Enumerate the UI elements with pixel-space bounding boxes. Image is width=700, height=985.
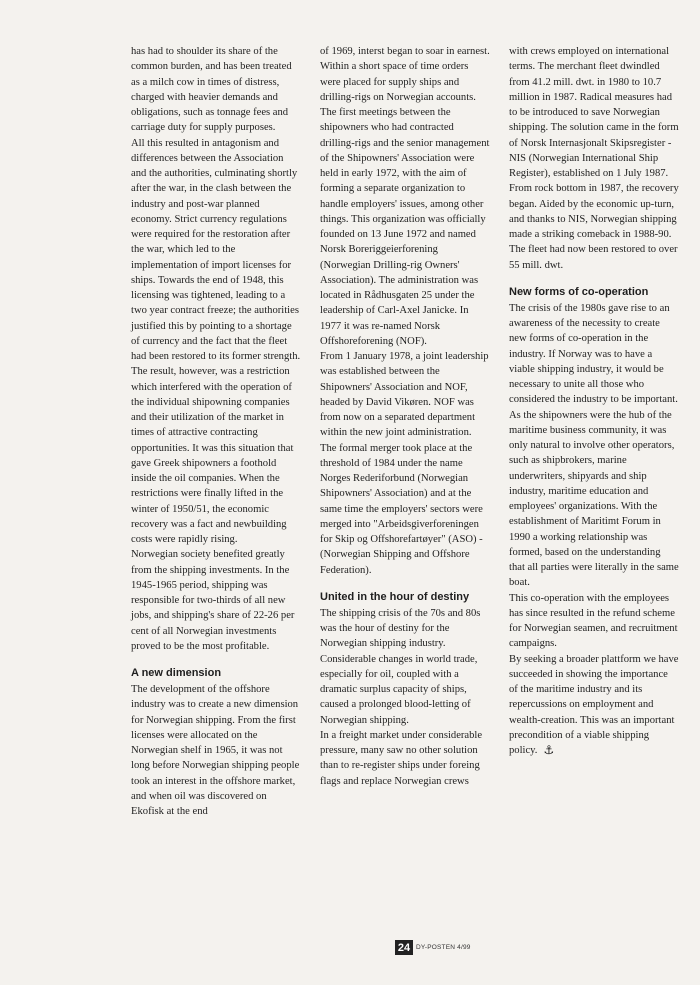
paragraph: The development of the offshore industry was to create a new dimension for Norwegian shipping. From the first licenses were allocated on the Norwegian shelf in 1965, it was not long before Norwegian shipping people took an interest in the offshore market, and when oil was discovered on Ekofisk at the end: [131, 684, 300, 817]
paragraph: From 1 January 1978, a joint leadership was established between the Shipowners' Association and NOF, headed by David Vikøren. NOF was from now on a separated department within the new joint administration. The formal merger took place at the threshold of 1984 under the name Norges Rederiforbund (Norwegian Shipowners' Association) and at the same time the employers' sectors were merged into "Arbeidsgiverforeningen for Skip og Offshorefartøyer" (ASO) - (Norwegian Shipping and Offshore Federation).: [320, 351, 489, 576]
paragraph: Norwegian society benefited greatly from the shipping investments. In the 1945-1965 period, shipping was responsible for two-thirds of all new jobs, and shipping's share of 22-26 per cent of all Norwegian investments proved to be the most profitable.: [131, 549, 295, 652]
text-column-2: [320, 44, 490, 789]
paragraph: The first meetings between the shipowners who had contracted drilling-rigs and the senior management of the Shipowners' Association were held in early 1972, with the aim of forming a separate organization to handle employers' issues, among other things. This organization was officially founded on 13 June 1972 and named Norsk Boreriggeierforening (Norwegian Drilling-rig Owners' Association). The administration was located in Rådhusgaten 25 under the leadership of Carl-Axel Janicke. In 1977 it was re-named Norsk Offshoreforening (NOF).: [320, 107, 490, 347]
paragraph: of 1969, interst began to soar in earnest. Within a short space of time orders were placed for supply ships and drilling-rigs on Norwegian accounts.: [320, 46, 490, 103]
paragraph: In a freight market under considerable pressure, many saw no other solution than to re-register ships under foreing flags and replace Norwegian crews: [320, 729, 483, 787]
paragraph: All this resulted in antagonism and differences between the Association and the authorities, culminating shortly after the war, in the clash between the industry and post-war planned economy. Strict currency regulations were required for the restoration after the war, which led to the implementation of import licenses for ships. Towards the end of 1948, this licensing was tightened, leading to a two year contract freeze; the authorities justified this by pointing to a shortage of currency and the fact that the fleet had been restored to its former strength. The result, however, was a restriction which interfered with the operation of the individual shipowning companies and their utilization of the market in times of attractive contracting opportunities. It was this situation that gave Greek shipowners a foothold inside the oil companies. When the restrictions were finally lifted in the winter of 1950/51, the economic recovery was a fact and newbuilding costs were rapidly rising.: [131, 137, 301, 545]
section-heading: A new dimension: [131, 667, 222, 679]
publication-name: DY-POSTEN 4/99: [416, 944, 471, 951]
paragraph-final: [509, 652, 679, 759]
paragraph: The shipping crisis of the 70s and 80s was the hour of destiny for the Norwegian shipping industry. Considerable changes in world trade, especially for oil, coupled with a dramatic surplus capacity of ships, caused a prolonged blood-letting of Norwegian shipping.: [320, 607, 481, 726]
page-footer: [395, 940, 471, 955]
paragraph-text: By seeking a broader plattform we have succeeded in showing the importance of the maritime industry and its repercussions on employment and wealth-creation. This was an important precondition of a viable shipping policy.: [509, 653, 679, 756]
anchor-icon: ⚓: [543, 743, 555, 757]
page-number: 24: [395, 940, 413, 955]
paragraph: has had to shoulder its share of the common burden, and has been treated as a milch cow in times of distress, charged with heavier demands and obligations, such as tonnage fees and carriage duty for supply purposes.: [131, 46, 292, 134]
section-heading: United in the hour of destiny: [320, 590, 470, 603]
text-column-3: [509, 44, 679, 758]
paragraph: with crews employed on international terms. The merchant fleet dwindled from 41.2 mill. dwt. in 1980 to 10.7 million in 1987. Radical measures had to be introduced to save Norwegian shipping. The solution came in the form of Norsk Internasjonalt Skipsregister - NIS (Norwegian International Ship Register), established on 1 July 1987. From rock bottom in 1987, the recovery began. Aided by the economic up-turn, and thanks to NIS, Norwegian shipping made a striking comeback in 1988-90. The fleet had now been restored to over 55 mill. dwt.: [509, 46, 679, 271]
text-column-1: [131, 44, 301, 819]
paragraph: This co-operation with the employees has since resulted in the refund scheme for Norwegian seamen, and recruitment campaigns.: [509, 592, 678, 650]
section-heading: New forms of co-operation: [509, 285, 649, 298]
paragraph: The crisis of the 1980s gave rise to an awareness of the necessity to create new forms of co-operation in the industry. If Norway was to have a viable shipping industry, it would be necessary to unite all those who considered the industry to be important. As the shipowners were the hub of the maritime business community, it was only natural to involve other operators, such as shipbrokers, marine underwriters, shipyards and ship industry, maritime education and employees' organizations. With the establishment of Maritimt Forum in 1990 a working relationship was formed, based on the understanding that all parties were literally in the same boat.: [509, 302, 679, 589]
